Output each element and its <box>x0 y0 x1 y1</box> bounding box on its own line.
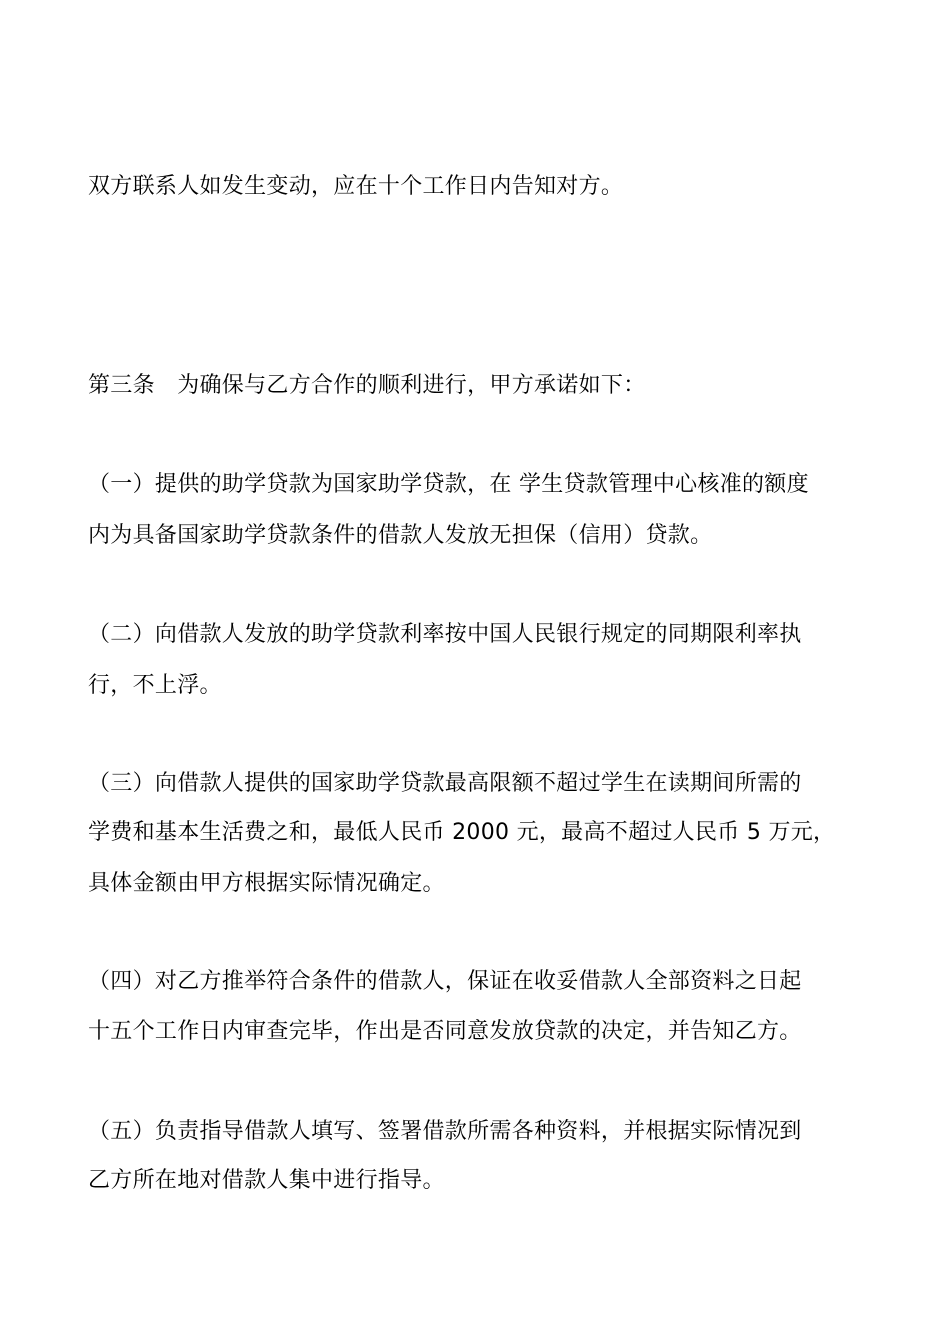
clause-2-line-2: 行，不上浮。 <box>88 673 222 698</box>
clause-4-line-2: 十五个工作日内审查完毕，作出是否同意发放贷款的决定，并告知乙方。 <box>88 1019 802 1044</box>
clause-5-line-1: （五）负责指导借款人填写、签署借款所需各种资料，并根据实际情况到 <box>88 1119 802 1144</box>
clause-5-line-2: 乙方所在地对借款人集中进行指导。 <box>88 1168 445 1193</box>
clause-3-line-1: （三）向借款人提供的国家助学贷款最高限额不超过学生在读期间所需的 <box>88 771 802 796</box>
clause-1-line-2: 内为具备国家助学贷款条件的借款人发放无担保（信用）贷款。 <box>88 523 713 548</box>
clause-4-line-1: （四）对乙方推举符合条件的借款人，保证在收妥借款人全部资料之日起 <box>88 969 802 994</box>
clause-1-line-1: （一）提供的助学贷款为国家助学贷款，在 学生贷款管理中心核准的额度 <box>88 472 809 497</box>
clause-3-line-2: 学费和基本生活费之和，最低人民币 2000 元，最高不超过人民币 5 万元， <box>88 820 836 845</box>
paragraph-contact-change: 双方联系人如发生变动，应在十个工作日内告知对方。 <box>88 174 624 199</box>
article-three-heading: 第三条 为确保与乙方合作的顺利进行，甲方承诺如下： <box>88 373 646 398</box>
clause-2-line-1: （二）向借款人发放的助学贷款利率按中国人民银行规定的同期限利率执 <box>88 622 802 647</box>
clause-3-line-3: 具体金额由甲方根据实际情况确定。 <box>88 871 445 896</box>
